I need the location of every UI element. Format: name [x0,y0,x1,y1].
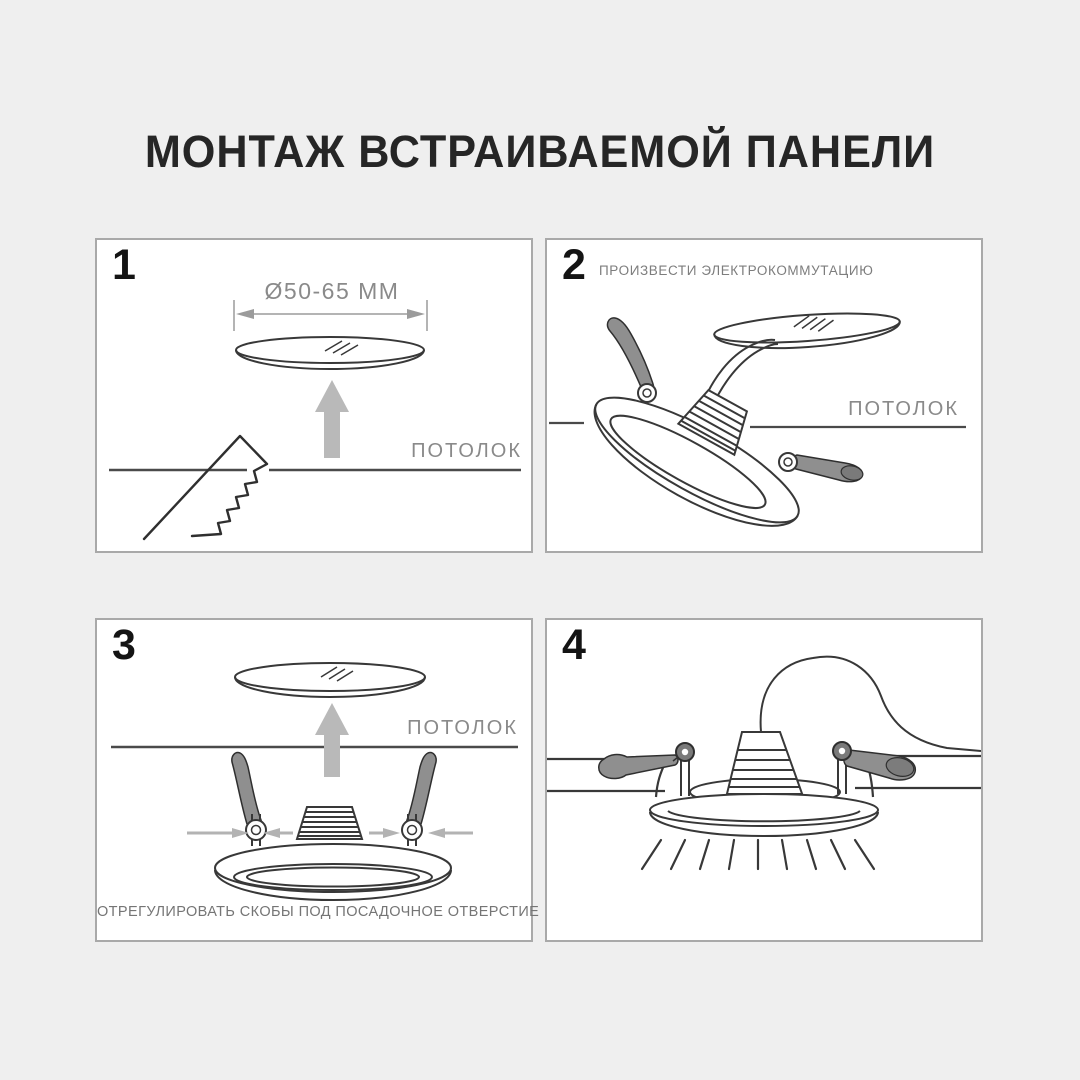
up-arrow-icon [315,380,349,458]
step-panel-1 [95,238,533,553]
mains-wire [761,657,981,751]
driver-box [725,732,805,802]
step3-drawing [97,620,540,940]
spring-clip-right-icon [833,742,916,794]
driver-box [297,807,362,839]
tilted-panel-body [577,376,813,550]
ceiling-label: ПОТОЛОК [407,717,518,739]
spring-clip-right-icon [402,753,436,846]
spring-clip-right-icon [779,453,864,482]
panel-flange [650,794,878,836]
light-rays-icon [642,840,874,869]
step-number: 3 [112,621,136,669]
up-arrow-icon [315,703,349,777]
led-panel-disc [713,309,901,354]
step-caption: ОТРЕГУЛИРОВАТЬ СКОБЫ ПОД ПОСАДОЧНОЕ ОТВЕРСТИЕ [97,904,540,920]
cutout-diameter-label: Ø50-65 ММ [264,278,400,304]
step4-drawing [547,620,981,940]
spring-clip-left-icon [599,743,694,796]
page-title: МОНТАЖ ВСТРАИВАЕМОЙ ПАНЕЛИ [144,126,936,178]
saw-icon [144,436,267,539]
led-panel-disc [236,337,424,369]
spring-clip-left-icon [608,318,656,402]
step-number: 2 [562,241,586,289]
step-number: 1 [112,241,136,289]
ceiling-label: ПОТОЛОК [411,440,522,462]
step-panel-2 [545,238,983,553]
ceiling-label: ПОТОЛОК [848,398,959,420]
panel-ring-body [215,844,451,900]
step-number: 4 [562,621,586,669]
step-caption: ПРОИЗВЕСТИ ЭЛЕКТРОКОММУТАЦИЮ [599,263,874,278]
step-panel-3 [95,618,540,942]
led-panel-disc [235,663,425,697]
step2-drawing [547,240,981,551]
step-panel-4 [545,618,983,942]
